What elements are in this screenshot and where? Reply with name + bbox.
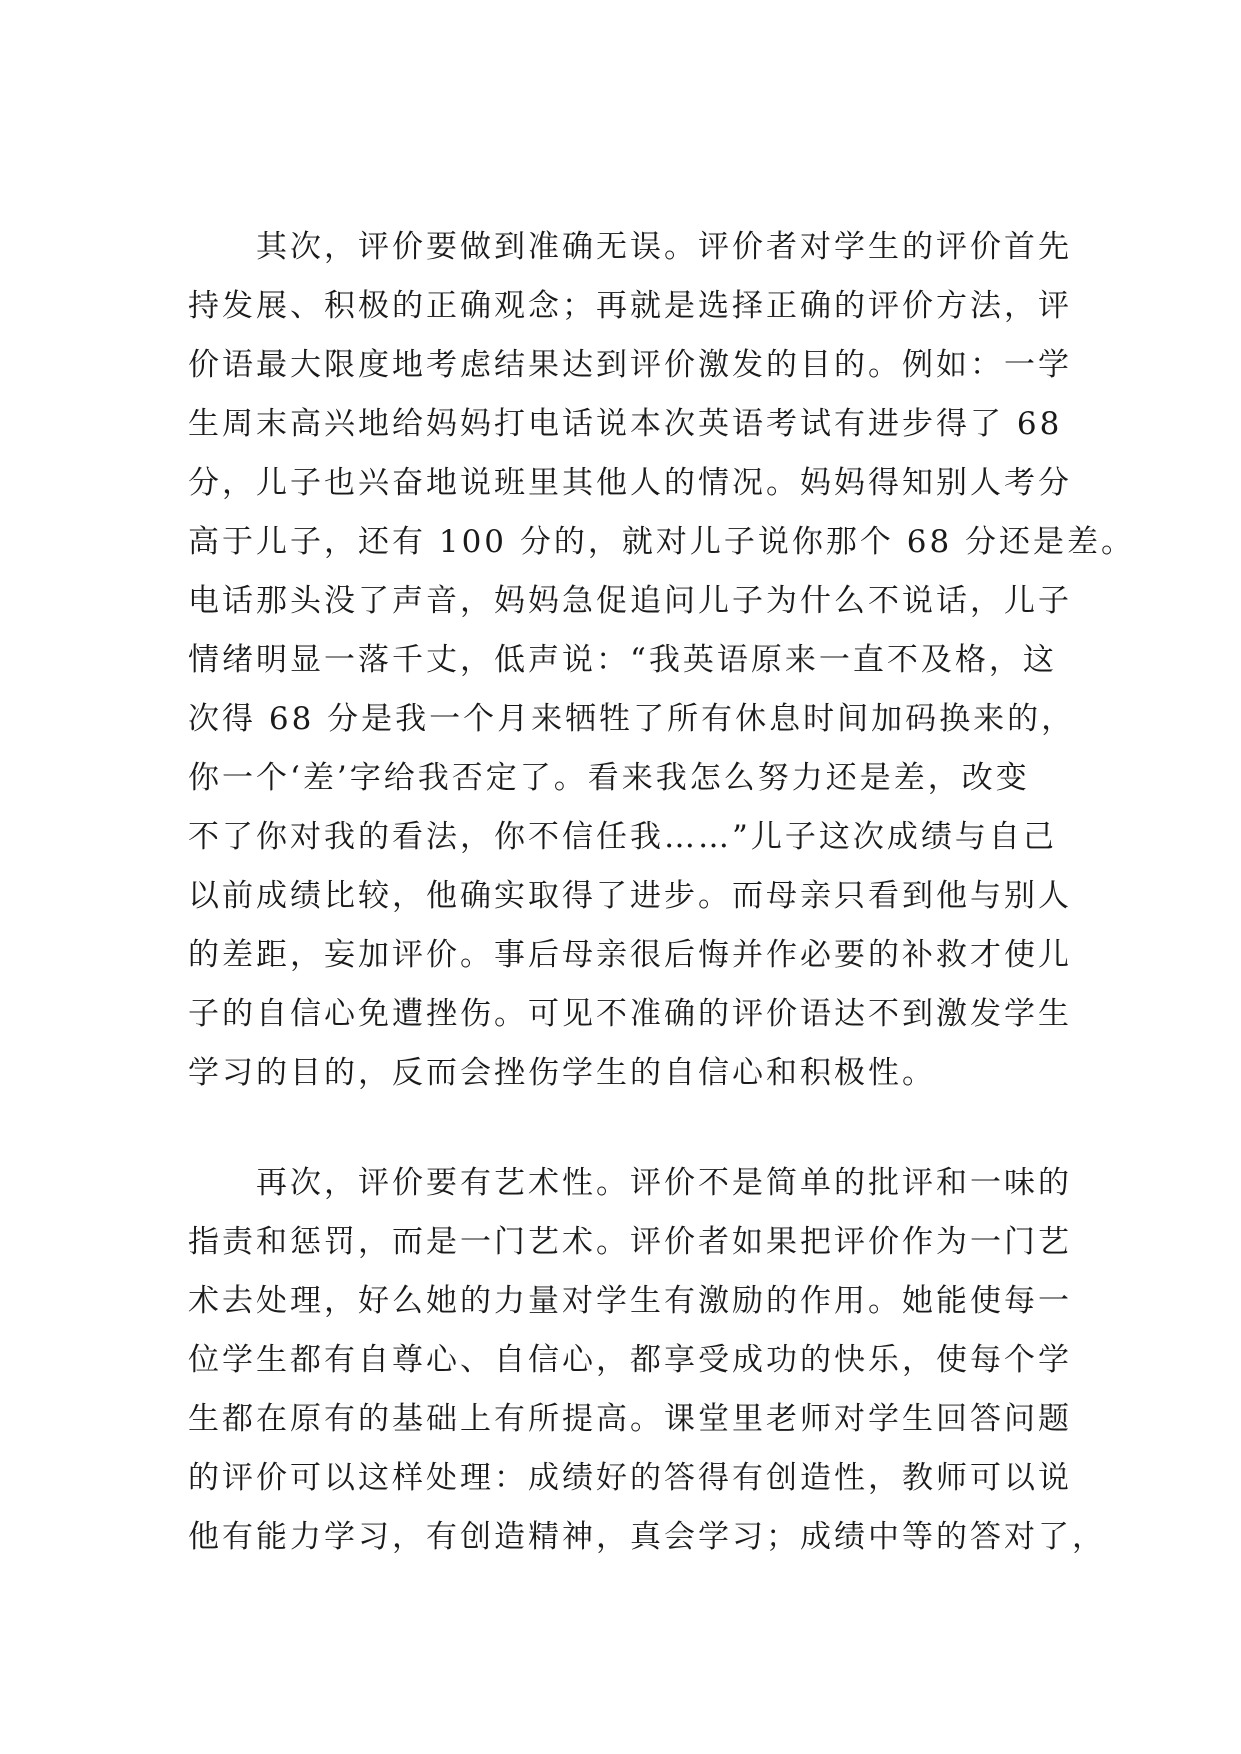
text-line: 位学生都有自尊心、自信心，都享受成功的快乐，使每个学	[188, 1342, 1072, 1378]
paragraph-accurate-evaluation	[188, 218, 1136, 1103]
text-line: 生都在原有的基础上有所提高。课堂里老师对学生回答问题	[188, 1401, 1072, 1437]
text-line: 你一个‘差’字给我否定了。看来我怎么努力还是差，改变	[188, 760, 1030, 796]
text-line: 指责和惩罚，而是一门艺术。评价者如果把评价作为一门艺	[188, 1224, 1072, 1260]
paragraph-artistic-evaluation	[188, 1154, 1106, 1567]
text-line: 的差距，妄加评价。事后母亲很后悔并作必要的补救才使儿	[188, 937, 1072, 973]
text-line: 他有能力学习，有创造精神，真会学习；成绩中等的答对了，	[188, 1519, 1106, 1555]
text-line: 持发展、积极的正确观念；再就是选择正确的评价方法，评	[188, 288, 1072, 324]
text-line: 术去处理，好么她的力量对学生有激励的作用。她能使每一	[188, 1283, 1072, 1319]
text-line: 生周末高兴地给妈妈打电话说本次英语考试有进步得了 68	[188, 406, 1063, 442]
text-line: 子的自信心免遭挫伤。可见不准确的评价语达不到激发学生	[188, 996, 1072, 1032]
text-line: 高于儿子，还有 100 分的，就对儿子说你那个 68 分还是差。	[188, 524, 1136, 560]
text-line: 再次，评价要有艺术性。评价不是简单的批评和一味的	[256, 1165, 1072, 1201]
text-line: 不了你对我的看法，你不信任我……”儿子这次成绩与自己	[188, 819, 1057, 855]
text-line: 情绪明显一落千丈，低声说：“我英语原来一直不及格，这	[188, 642, 1057, 678]
text-line: 价语最大限度地考虑结果达到评价激发的目的。例如：一学	[188, 347, 1072, 383]
text-line: 的评价可以这样处理：成绩好的答得有创造性，教师可以说	[188, 1460, 1072, 1496]
text-line: 电话那头没了声音，妈妈急促追问儿子为什么不说话，儿子	[188, 583, 1072, 619]
text-line: 学习的目的，反而会挫伤学生的自信心和积极性。	[188, 1055, 936, 1091]
text-line: 以前成绩比较，他确实取得了进步。而母亲只看到他与别人	[188, 878, 1072, 914]
text-line: 次得 68 分是我一个月来牺牲了所有休息时间加码换来的，	[188, 701, 1076, 737]
text-line: 分，儿子也兴奋地说班里其他人的情况。妈妈得知别人考分	[188, 465, 1072, 501]
text-line: 其次，评价要做到准确无误。评价者对学生的评价首先	[256, 229, 1072, 265]
